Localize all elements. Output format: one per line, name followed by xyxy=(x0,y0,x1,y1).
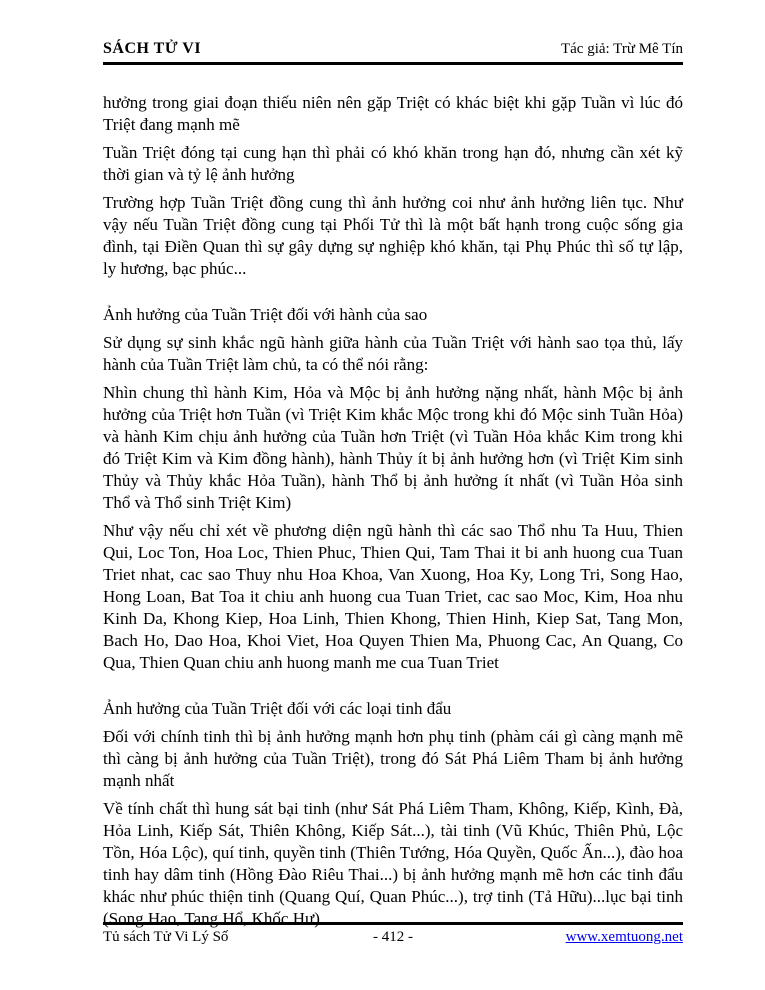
paragraph: Sử dụng sự sinh khắc ngũ hành giữa hành của Tuần Triệt với hành sao tọa thủ, lấy hành của Tuần Triệt làm chủ, ta có thể nói rằng: xyxy=(103,333,683,374)
author-label: Tác giả: Trừ Mê Tín xyxy=(560,41,683,57)
page-number: - 412 - xyxy=(372,929,413,945)
paragraph: Như vậy nếu chỉ xét về phương diện ngũ hành thì các sao Thổ nhu Ta Huu, Thien Qui, Loc Ton, Hoa Loc, Thien Phuc, Thien Qui, Tam Thai it bi anh huong cua Tuan Triet nhat, cac sao Thuy nhu Hoa Khoa, Van Xuong, Hoa Ky, Long Tri, Song Hao, Hong Loan, Bat Toa it chiu anh huong cua Tuan Triet, cac sao Moc, Kim, Hoa nhu Kinh Da, Khong Kiep, Hoa Linh, Thien Khong, Thien Hinh, Kiep Sat, Tang Mon, Bach Ho, Dao Hoa, Khoi Viet, Hoa Quyen Thien Ma, Phuong Cac, An Quang, Co Qua, Thien Quan chiu anh huong manh me cua Tuan Triet xyxy=(103,521,683,672)
section-heading: Ảnh hưởng của Tuần Triệt đối với các loại tinh đẩu xyxy=(103,699,452,718)
footer-site-wrap xyxy=(490,929,683,946)
page-header xyxy=(103,40,683,65)
section-heading: Ảnh hưởng của Tuần Triệt đối với hành của sao xyxy=(103,305,428,324)
footer-series-label: Tủ sách Tử Vi Lý Số xyxy=(103,929,229,945)
paragraph: Trường hợp Tuần Triệt đồng cung thì ảnh hưởng coi như ảnh hưởng liên tục. Như vậy nếu Tuần Triệt đồng cung tại Phối Tử thì là một bất hạnh trong cuộc sống gia đình, tại Điền Quan thì sự gây dựng sự nghiệp khó khăn, tại Phụ Phúc thì số tự lập, ly hương, bạc phúc... xyxy=(103,193,683,278)
paragraph: Tuần Triệt đóng tại cung hạn thì phải có khó khăn trong hạn đó, nhưng cần xét kỹ thời gian và tỷ lệ ảnh hưởng xyxy=(103,143,683,184)
paragraph: Nhìn chung thì hành Kim, Hỏa và Mộc bị ảnh hưởng nặng nhất, hành Mộc bị ảnh hưởng của Triệt hơn Tuần (vì Triệt Kim khắc Mộc trong khi đó Mộc sinh Tuần Hỏa) và hành Kim chịu ảnh hưởng của Tuần hơn Triệt (vì Tuần Hỏa khắc Kim trong khi đó Triệt Kim và Kim đồng hành), hành Thủy ít bị ảnh hưởng hơn (vì Triệt Kim sinh Thủy và Thủy khắc Hỏa Tuần), hành Thổ bị ảnh hưởng ít nhất (vì Tuần Hỏa sinh Thổ và Thổ sinh Triệt Kim) xyxy=(103,383,683,512)
paragraph: hưởng trong giai đoạn thiếu niên nên gặp Triệt có khác biệt khi gặp Tuần vì lúc đó Triệt đang mạnh mẽ xyxy=(103,93,683,134)
page-body xyxy=(103,92,683,936)
page-footer xyxy=(103,922,683,946)
book-title: SÁCH TỬ VI xyxy=(103,40,202,57)
website-link[interactable]: www.xemtuong.net xyxy=(565,929,683,945)
paragraph: Về tính chất thì hung sát bại tinh (như Sát Phá Liêm Tham, Không, Kiếp, Kình, Đà, Hỏa Linh, Kiếp Sát, Thiên Không, Kiếp Sát...), tài tinh (Vũ Khúc, Thiên Phủ, Lộc Tồn, Hóa Lộc), quí tinh, quyền tinh (Thiên Tướng, Hóa Quyền, Quốc Ấn...), đào hoa tinh hay dâm tinh (Hồng Đào Riêu Thai...) bị ảnh hưởng mạnh mẽ hơn các tinh đẩu khác như phúc thiện tinh (Quang Quí, Quan Phúc...), trợ tinh (Tả Hữu)...lục bại tinh (Song Hao, Tang Hổ, Khốc Hư) xyxy=(103,799,683,928)
paragraph: Đối với chính tinh thì bị ảnh hưởng mạnh hơn phụ tinh (phàm cái gì càng mạnh mẽ thì càng bị ảnh hưởng của Tuần Triệt), trong đó Sát Phá Liêm Tham bị ảnh hưởng mạnh nhất xyxy=(103,727,683,790)
